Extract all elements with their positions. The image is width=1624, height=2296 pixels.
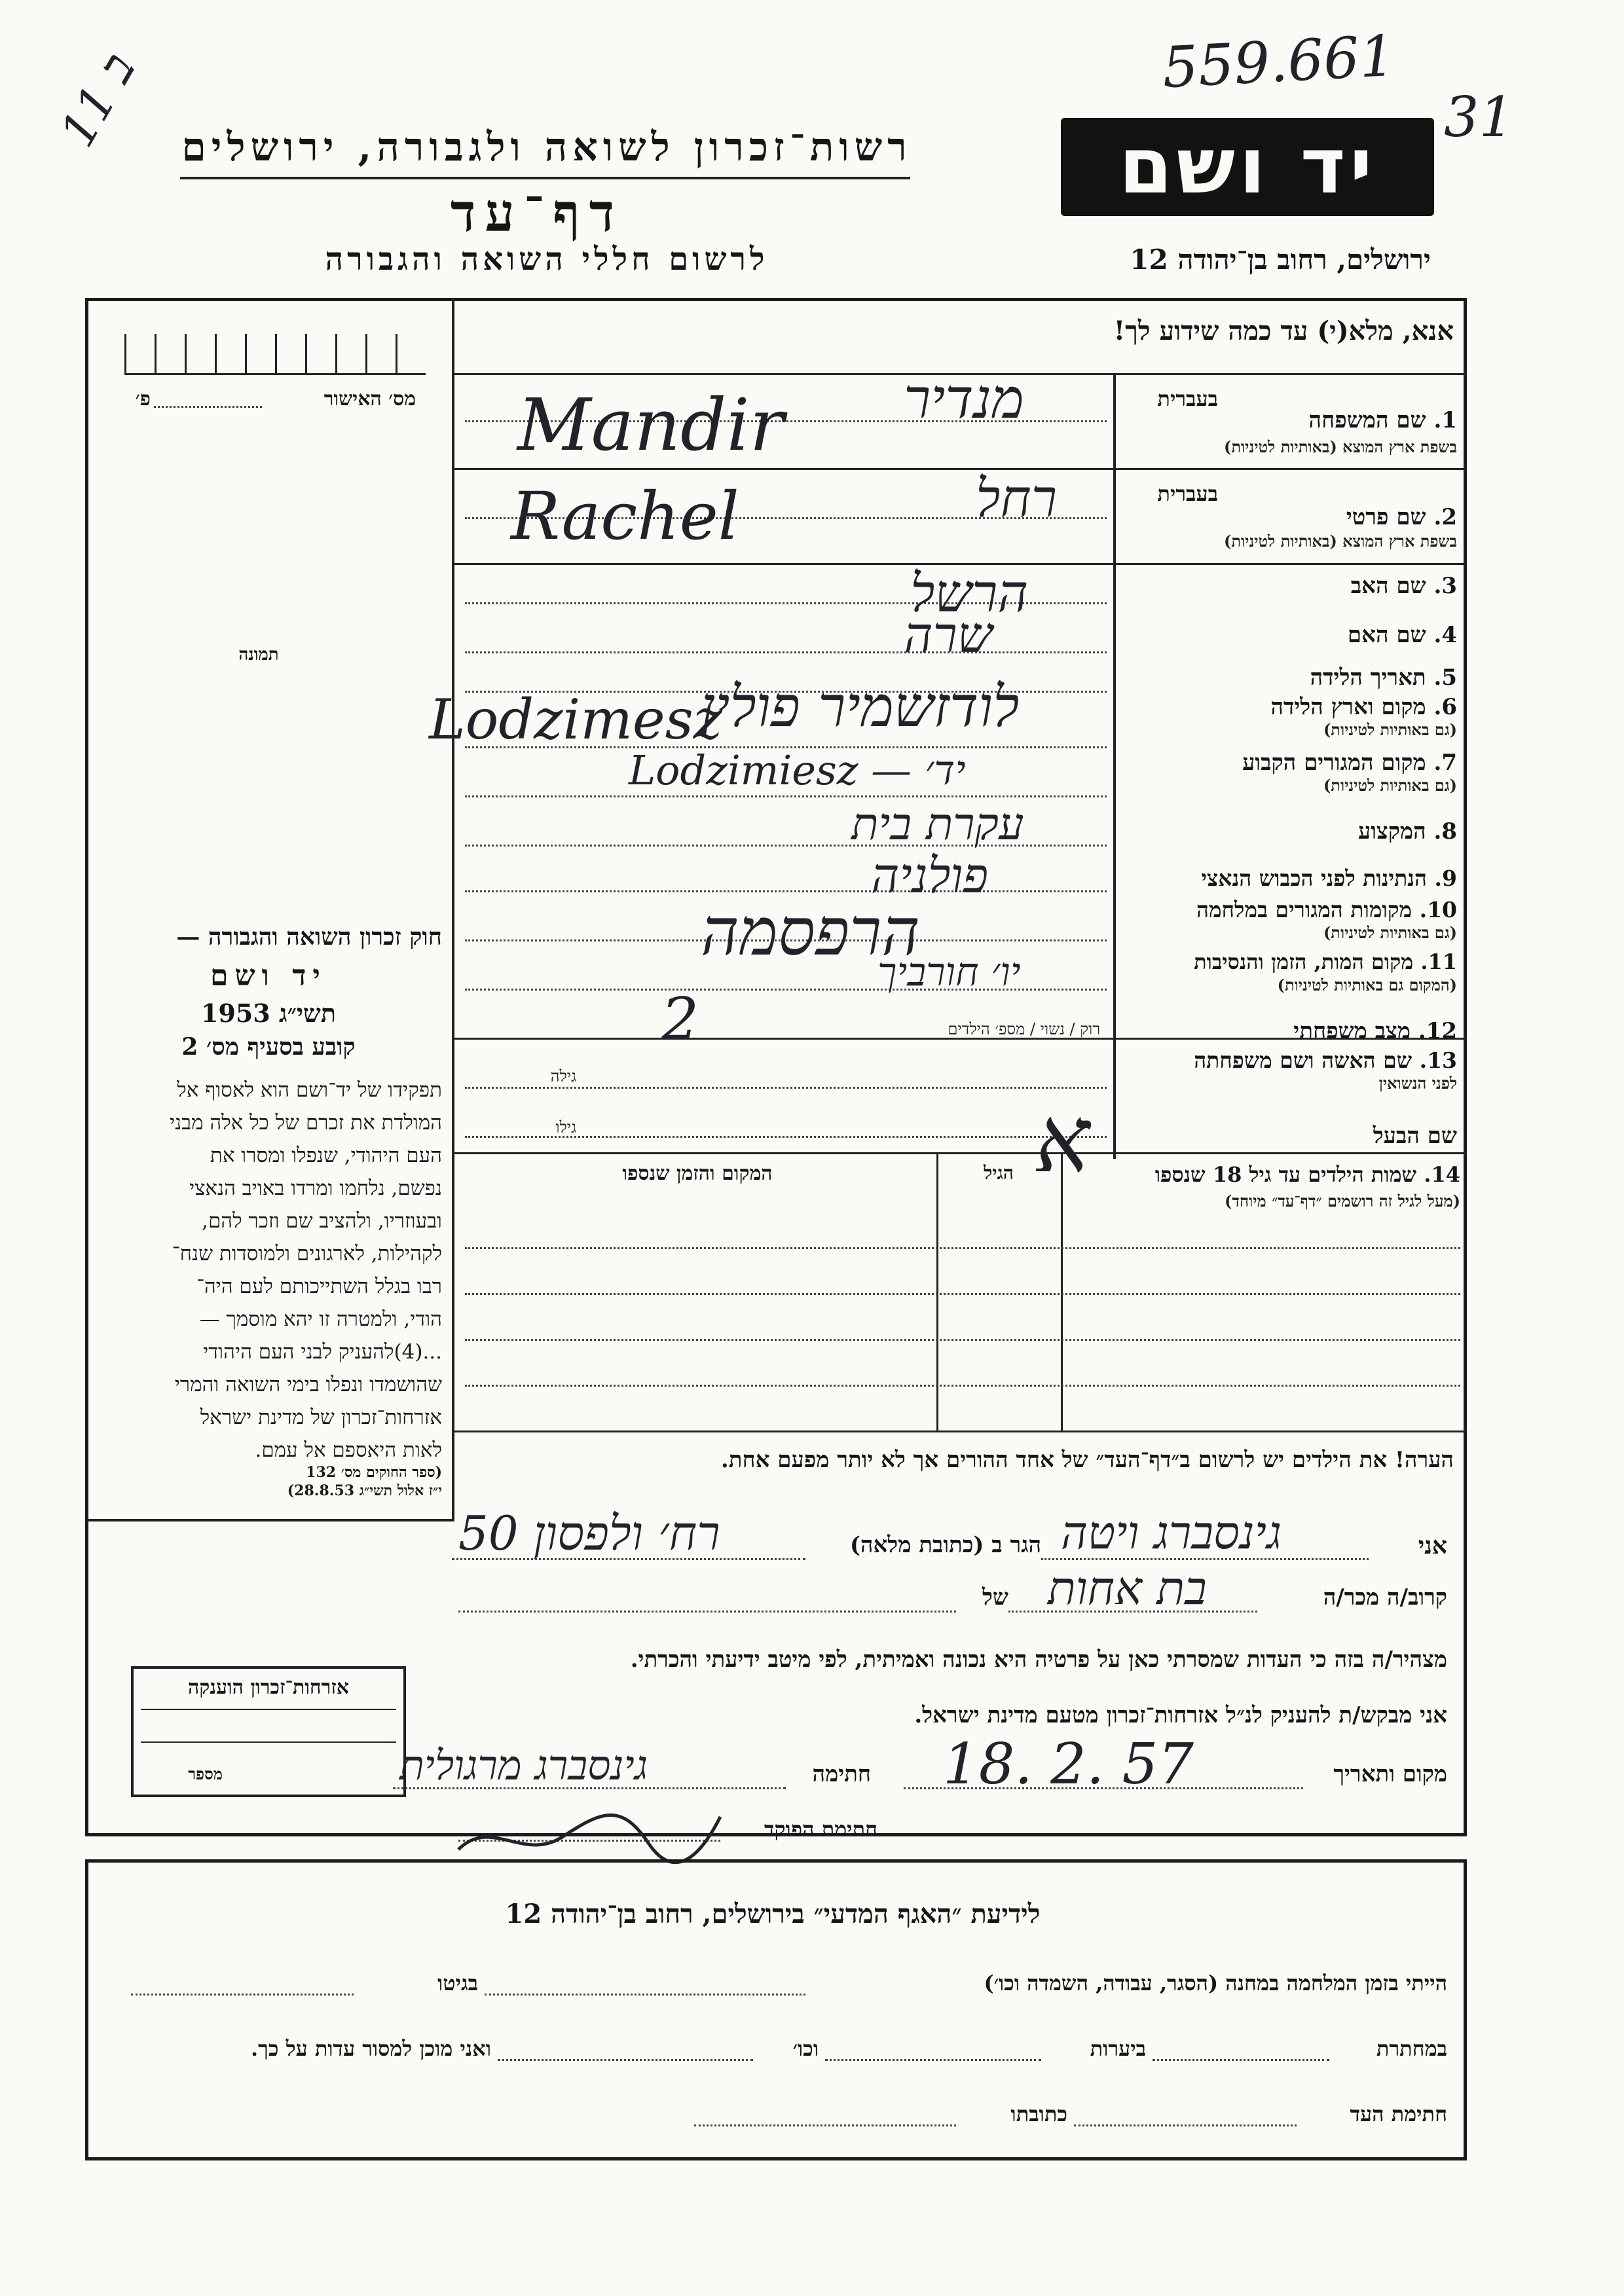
resides-label: הגר ב (כתובת מלאה) [849, 1532, 1041, 1558]
law-line-4: קובע בסעיף מס׳ 2 [181, 1033, 356, 1061]
husband-age-label: גילו [555, 1118, 576, 1137]
logo-text: יד ושם [1118, 120, 1376, 211]
form-title: דף־עד [450, 182, 624, 244]
f12-sub: רוק / נשוי / מספ׳ הילדים [948, 1020, 1100, 1038]
footer-ghetto: בגיטו [437, 1971, 478, 1995]
f10-sub: (גם באותיות לטיניות) [1323, 923, 1457, 942]
f14-sub: (מעל לגיל זה רושמים ״דף־עד״ מיוחד) [1224, 1192, 1460, 1211]
date-value: 18. 2. 57 [943, 1732, 1194, 1797]
f11-value: יו׳ חורביך [877, 949, 1021, 995]
f6-sub: (גם באותיות לטיניות) [1323, 720, 1457, 739]
footer-underground: במחתרת [1376, 2036, 1447, 2061]
declarant-name: גינסברג ויטה [1061, 1506, 1282, 1559]
law-source: (ספר החוקים מס׳ 132 י״ז אלול תשי״ג 28.8.53) [287, 1464, 442, 1499]
f1-lang: בעברית [1157, 386, 1218, 411]
f3-label: 3. שם האב [1350, 573, 1457, 599]
corner-number: 31 [1444, 85, 1514, 149]
f9-value: פולניה [871, 848, 989, 904]
f12-value: 2 [661, 985, 699, 1054]
f10-value: הרפסמה [701, 894, 920, 970]
law-text: תפקידו של יד־ושם הוא לאסוף אל המולדת את זכרם של כל אלה מבני העם היהודי, שנפלו ומסרו את נפשם, נלחמו ומרדו באויב הנאצי ובעוזריו, ולהציב שם וזכר להם, לקהילות, לארגונים ולמוסדות שנח־ רבו בגלל השתייכותם לעם היה־ הודי, ולמטרה זו יהא מוסמך — ...(4)להעניק לבני העם היהודי שהושמדו ונפלו בימי השואה והמרי אזרחות־זכרון של מדינת ישראל לאות היאספם אל עמם. [169, 1078, 442, 1462]
f3-value: הרשל [910, 563, 1029, 624]
f5-label: 5. תאריך הלידה [1310, 665, 1457, 691]
signature-label: חתימה [812, 1761, 871, 1787]
of-label: של [982, 1584, 1008, 1611]
declarant-address: רח׳ ולפסון 50 [458, 1506, 720, 1561]
official-signature-mark [452, 1791, 727, 1869]
f7-label: 7. מקום המגורים הקבוע [1242, 750, 1457, 776]
citizenship-title: אזרחות־זכרון הוענקה [187, 1676, 350, 1699]
footer-heading: לידיעת ״האגף המדעי״ בירושלים, רחוב בן־יהודה 12 [505, 1899, 1041, 1929]
f13-label: 13. שם האשה ושם משפחתה [1194, 1048, 1457, 1073]
yad-vashem-logo [1061, 118, 1434, 216]
f2-value-latin: Rachel [511, 478, 739, 555]
f2-lang: בעברית [1157, 481, 1218, 506]
f14-col-place: המקום והזמן שנספו [622, 1162, 773, 1185]
husband-label: שם הבעל [1373, 1123, 1457, 1149]
f1-value-latin: Mandir [517, 383, 784, 467]
footer-line1: הייתי בזמן המלחמה במחנה (הסגר, עבודה, השמדה וכו׳) [984, 1971, 1447, 1995]
f6-value-latin: Lodzimesz [429, 687, 722, 752]
footer-forests: ביערות [1090, 2036, 1146, 2061]
receipt-suffix: פ׳ [135, 388, 151, 410]
children-note: הערה! את הילדים יש לרשום ב״דף־העד״ של אחד ההורים אך לא יותר מפעם אחת. [720, 1447, 1454, 1473]
f2-sub: בשפת ארץ המוצא (באותיות לטיניות) [1224, 532, 1457, 551]
f8-value: עקרת בית [851, 799, 1024, 850]
official-signature-label: חתימת הפוקד [764, 1817, 877, 1842]
f1-sub: בשפת ארץ המוצא (באותיות לטיניות) [1224, 437, 1457, 456]
f4-label: 4. שם האם [1347, 622, 1457, 648]
declarant-i-label: אני [1418, 1532, 1447, 1559]
receipt-label: מס׳ האישור [323, 388, 416, 410]
f12-label: 12. מצב משפחתי [1293, 1018, 1457, 1044]
f13-value: א [1035, 1087, 1090, 1194]
f2-label: 2. שם פרטי [1346, 504, 1457, 530]
receipt-digit-boxes [124, 334, 426, 375]
f6-label: 6. מקום וארץ הלידה [1270, 694, 1457, 720]
f14-label: 14. שמות הילדים עד גיל 18 שנספו [1154, 1162, 1460, 1187]
f1-label: 1. שם המשפחה [1308, 407, 1457, 433]
f2-value-he: רחל [976, 468, 1058, 529]
law-line-2: יד ושם [210, 959, 327, 993]
citizenship-number-label: מספר [188, 1764, 223, 1783]
declaration-text: מצהיר/ה בזה כי העדות שמסרתי כאן על פרטיה היא נכונה ואמיתית, לפי מיטב ידיעתי והכרתי. [630, 1647, 1447, 1673]
f10-label: 10. מקומות המגורים במלחמה [1196, 897, 1457, 922]
instruction: אנא, מלא(י) עד כמה שידוע לך! [1113, 316, 1454, 346]
footer-witness-signature: חתימת העד [1350, 2102, 1447, 2126]
request-text: אני מבקש/ת להעניק לנ״ל אזרחות־זכרון מטעם מדינת ישראל. [914, 1702, 1447, 1728]
form-subtitle: לרשום חללי השואה והגבורה [325, 241, 769, 278]
relative-label: קרוב/ה מכר/ה [1323, 1584, 1447, 1611]
photo-label: תמונה [238, 645, 279, 665]
f11-sub: (המקום גם באותיות לטיניות) [1277, 975, 1457, 994]
f6-value-he: לודזשמיר פולין [701, 674, 1020, 740]
f14-col-age: הגיל [984, 1162, 1014, 1184]
footer-ready: ואני מוכן למסור עדות על כך. [250, 2036, 491, 2061]
place-date-label: מקום ותאריך [1333, 1761, 1447, 1787]
law-line-3: תשי״ג 1953 [200, 998, 337, 1028]
signature-value: גינסברג מרגולית [399, 1741, 648, 1789]
law-line-1: חוק זכרון השואה והגבורה — [176, 923, 442, 951]
f13-age-label: גילה [550, 1067, 576, 1085]
relation-value: בת אחות [1048, 1561, 1207, 1615]
f4-value: שרה [904, 606, 993, 664]
f7-value: Lodzimiesz — יד׳ [629, 746, 966, 794]
address: ירושלים, רחוב בן־יהודה 12 [1130, 244, 1431, 276]
f7-sub: (גם באותיות לטיניות) [1323, 776, 1457, 795]
f8-label: 8. המקצוע [1357, 818, 1457, 845]
f9-label: 9. הנתינות לפני הכבוש הנאצי [1201, 866, 1457, 891]
f13-sub: לפני הנשואין [1378, 1074, 1457, 1093]
footer-address: כתובתו [1010, 2102, 1067, 2126]
footer-etc: וכו׳ [792, 2036, 819, 2061]
f11-label: 11. מקום המות, הזמן והנסיבות [1194, 949, 1457, 974]
f1-value-he: מנדיר [904, 367, 1024, 431]
corner-mark: ב 11 [49, 43, 146, 156]
stamp-number: 559.661 [1160, 23, 1397, 101]
authority-name: רשות־זכרון לשואה ולגבורה, ירושלים [181, 124, 912, 170]
